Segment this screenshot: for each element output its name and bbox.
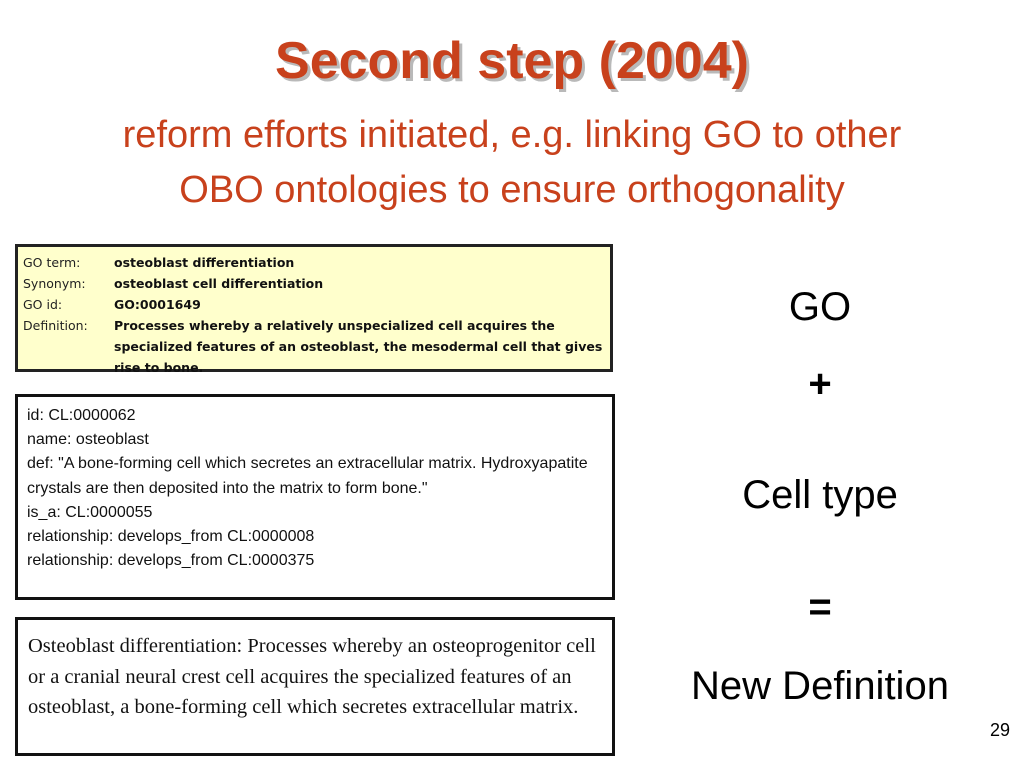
new-definition-label: New Definition — [691, 664, 949, 708]
go-label: GO — [788, 285, 852, 329]
subtitle-line-2: OBO ontologies to ensure orthogonality — [179, 169, 845, 211]
slide-subtitle — [0, 108, 1024, 218]
go-definition-value: Processes whereby a relatively unspecialized cell acquires the specialized features of an osteoblast, the mesodermal cell that gives rise to bone. — [114, 318, 603, 375]
go-term-row — [23, 252, 606, 273]
cl-relationship-line: relationship: develops_from CL:0000008 — [27, 528, 315, 546]
go-synonym-row — [23, 273, 606, 294]
go-term-value: osteoblast differentiation — [114, 255, 295, 270]
go-definition-label: Definition: — [23, 318, 88, 333]
cl-id-line: id: CL:0000062 — [27, 407, 136, 424]
go-synonym-label: Synonym: — [23, 276, 86, 291]
new-definition-box — [15, 617, 615, 756]
plus-sign: + — [808, 362, 832, 406]
go-definition-row — [23, 315, 606, 378]
slide-title: Second step (2004) — [275, 32, 749, 90]
go-id-label: GO id: — [23, 297, 63, 312]
go-synonym-value: osteoblast cell differentiation — [114, 276, 324, 291]
go-id-row — [23, 294, 606, 315]
cl-is-a-line: is_a: CL:0000055 — [27, 503, 153, 521]
new-definition-text: Osteoblast differentiation: Processes whereby an osteoprogenitor cell or a cranial neural crest cell acquires the specialized features of an osteoblast, a bone-forming cell which secretes extracellular matrix. — [28, 635, 596, 718]
go-id-value: GO:0001649 — [114, 297, 201, 312]
go-term-box — [15, 244, 613, 375]
cl-name-line: name: osteoblast — [27, 431, 149, 449]
cell-ontology-box — [15, 394, 615, 600]
cell-type-label: Cell type — [742, 473, 898, 517]
page-number: 29 — [989, 720, 1010, 740]
equals-sign: = — [808, 585, 832, 629]
cl-relationship-line: relationship: develops_from CL:0000375 — [27, 552, 315, 570]
subtitle-line-1: reform efforts initiated, e.g. linking GO to other — [122, 114, 902, 156]
go-term-label: GO term: — [23, 255, 81, 270]
cl-def-line: def: "A bone-forming cell which secretes an extracellular matrix. Hydroxyapatite crystals are then deposited into the matrix to form bone." — [27, 455, 588, 497]
